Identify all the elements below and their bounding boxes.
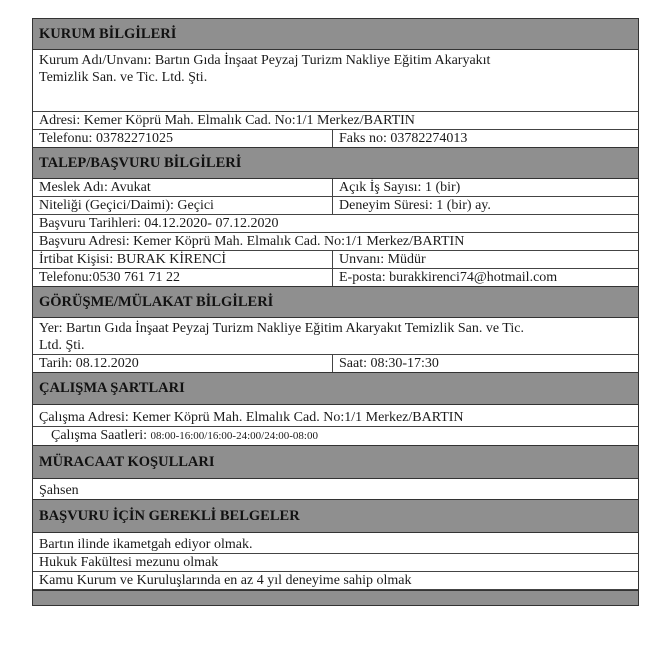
interview-place-row <box>33 318 638 355</box>
list-item <box>33 572 638 590</box>
work-address: Çalışma Adresi: Kemer Köprü Mah. Elmalık Cad. No:1/1 Merkez/BARTIN <box>39 410 464 425</box>
institution-address: Adresi: Kemer Köprü Mah. Elmalık Cad. No:1/1 Merkez/BARTIN <box>39 113 415 128</box>
institution-name-row <box>33 50 638 112</box>
profession-row <box>33 179 638 197</box>
work-hours-label: Çalışma Saatleri: <box>51 428 148 443</box>
contact-person-row <box>33 251 638 269</box>
work-hours-value: 08:00-16:00/16:00-24:00/24:00-08:00 <box>150 430 318 442</box>
application-address: Başvuru Adresi: Kemer Köprü Mah. Elmalık Cad. No:1/1 Merkez/BARTIN <box>39 234 465 249</box>
contact-person: İrtibat Kişisi: BURAK KİRENCİ <box>33 251 333 268</box>
institution-fax: Faks no: 03782274013 <box>339 131 468 146</box>
work-hours-row <box>33 427 638 445</box>
application-address-row <box>33 233 638 251</box>
required-document-2: Hukuk Fakültesi mezunu olmak <box>39 555 219 570</box>
contact-title: Unvanı: Müdür <box>339 252 426 267</box>
job-nature: Niteliği (Geçici/Daimi): Geçici <box>33 197 333 214</box>
job-posting-form <box>32 18 639 606</box>
section-header-muracaat: MÜRACAAT KOŞULLARI <box>33 445 638 479</box>
work-address-row <box>33 405 638 427</box>
list-item <box>33 554 638 572</box>
institution-name-line2: Temizlik San. ve Tic. Ltd. Şti. <box>39 70 208 85</box>
section-header-gorusme: GÖRÜŞME/MÜLAKAT BİLGİLERİ <box>33 286 638 318</box>
institution-address-row <box>33 112 638 130</box>
application-method-row <box>33 479 638 499</box>
section-header-cropped <box>33 590 638 606</box>
interview-place-line2: Ltd. Şti. <box>39 338 85 353</box>
institution-phone: Telefonu: 03782271025 <box>33 130 333 147</box>
experience-duration: Deneyim Süresi: 1 (bir) ay. <box>339 198 491 213</box>
required-document-3: Kamu Kurum ve Kuruluşlarında en az 4 yıl deneyime sahip olmak <box>39 573 412 588</box>
contact-phone: Telefonu:0530 761 71 22 <box>33 269 333 286</box>
contact-info-row <box>33 269 638 286</box>
list-item <box>33 533 638 554</box>
interview-place-line1: Yer: Bartın Gıda İnşaat Peyzaj Turizm Nakliye Eğitim Akaryakıt Temizlik San. ve Tic. <box>39 321 524 336</box>
application-dates: Başvuru Tarihleri: 04.12.2020- 07.12.2020 <box>39 216 279 231</box>
section-header-talep: TALEP/BAŞVURU BİLGİLERİ <box>33 147 638 179</box>
interview-time: Saat: 08:30-17:30 <box>339 356 439 371</box>
contact-email: E-posta: burakkirenci74@hotmail.com <box>339 270 558 285</box>
institution-contact-row <box>33 130 638 147</box>
interview-date: Tarih: 08.12.2020 <box>33 355 333 372</box>
required-document-1: Bartın ilinde ikametgah ediyor olmak. <box>39 537 253 552</box>
application-dates-row <box>33 215 638 233</box>
nature-row <box>33 197 638 215</box>
institution-name-line1: Kurum Adı/Unvanı: Bartın Gıda İnşaat Peyzaj Turizm Nakliye Eğitim Akaryakıt <box>39 53 491 68</box>
application-method: Şahsen <box>39 483 79 498</box>
work-hours <box>33 427 638 445</box>
section-header-belgeler: BAŞVURU İÇİN GEREKLİ BELGELER <box>33 499 638 533</box>
section-header-calisma: ÇALIŞMA ŞARTLARI <box>33 372 638 405</box>
interview-place <box>33 320 638 354</box>
section-header-kurum: KURUM BİLGİLERİ <box>33 18 638 50</box>
job-openings: Açık İş Sayısı: 1 (bir) <box>339 180 461 195</box>
interview-datetime-row <box>33 355 638 372</box>
institution-name <box>33 52 638 86</box>
profession: Meslek Adı: Avukat <box>33 179 333 196</box>
